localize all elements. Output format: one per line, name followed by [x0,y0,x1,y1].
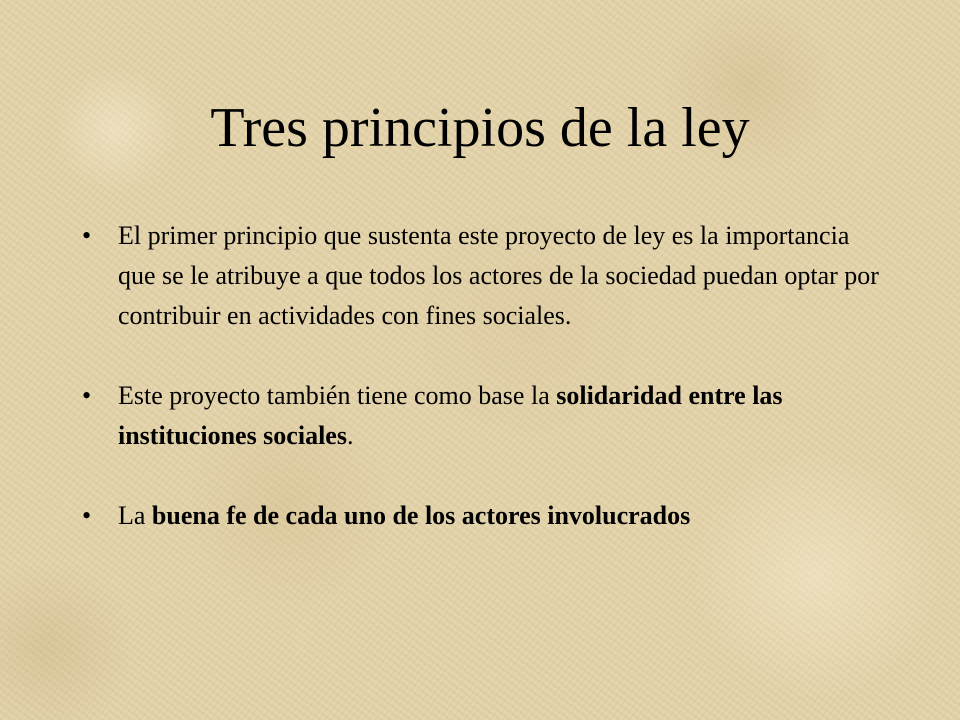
bullet-bold-text: buena fe de cada uno de los actores involucrados [151,501,691,530]
bullet-marker-icon: • [82,501,92,530]
bullet-item [80,216,880,336]
bullet-bold-text: solidaridad entre las instituciones sociales [118,381,783,450]
bullet-item [80,376,880,456]
bullet-marker-icon: • [82,221,92,250]
bullet-text-end: . [346,421,354,450]
bullet-text: La [118,501,152,530]
slide-title: Tres principios de la ley [210,97,750,159]
bullet-text: El primer principio que sustenta este proyecto de ley es la importancia que se le atribuye a que todos los actores de la sociedad puedan optar por contribuir en actividades con fines sociales. [118,221,879,330]
bullet-list [80,216,880,536]
bullet-item [80,496,880,536]
bullet-text: Este proyecto también tiene como base la [118,381,557,410]
bullet-marker-icon: • [82,381,92,410]
